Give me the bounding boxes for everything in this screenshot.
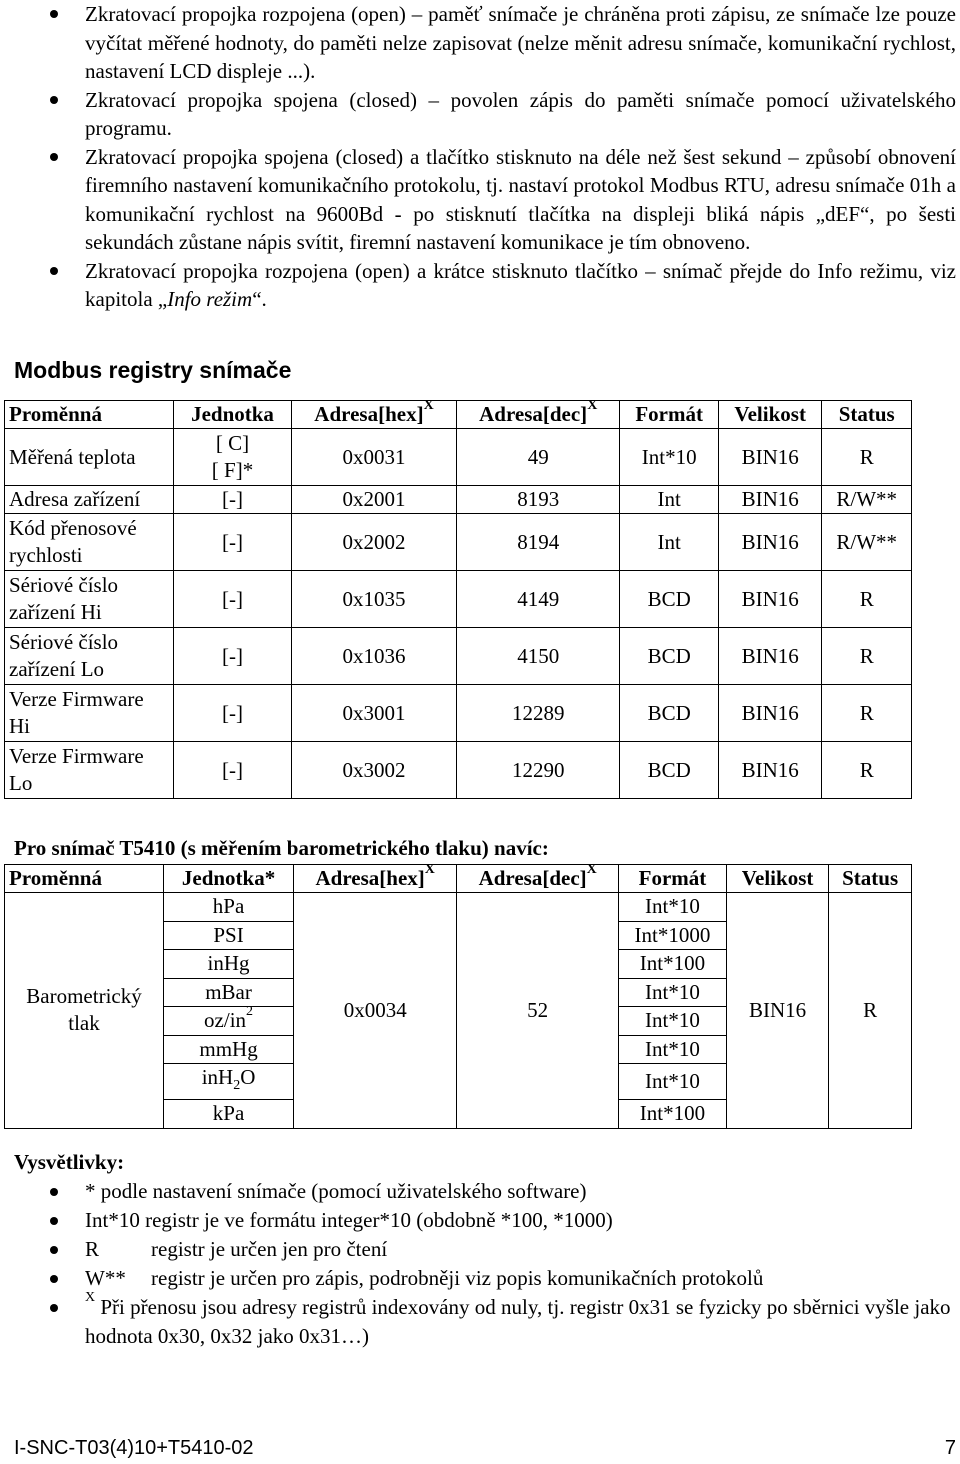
page-number: 7 (944, 1437, 956, 1459)
col-header-unit: Jednotka (174, 401, 292, 429)
col-header-size: Velikost (718, 401, 822, 429)
cell-status: R (822, 742, 912, 799)
cell-variable: Sériové číslo zařízení Hi (5, 571, 174, 628)
cell-status: R (822, 429, 912, 486)
col-header-status: Status (829, 865, 912, 893)
cell-format: Int*10 (620, 429, 718, 486)
bullet-info-text: Zkratovací propojka rozpojena (open) a krátce stisknuto tlačítko – snímač přejde do Info režimu, viz kapitola „ (85, 258, 956, 311)
cell-format: BCD (620, 571, 718, 628)
cell-dec: 52 (457, 893, 619, 1129)
cell-unit: [-] (174, 628, 292, 685)
legend-item: R registr je určen jen pro čtení (0, 1235, 960, 1264)
cell-format: BCD (620, 685, 718, 742)
cell-unit: mBar (164, 978, 294, 1007)
bullet-factory-reset: Zkratovací propojka spojena (closed) a tlačítko stisknuto na déle než šest sekund – způsobí obnovení firemního nastavení komunikačního protokolu, tj. nastaví protokol Modbus RTU, adresu snímače 01h a komunikační rychlost na 9600Bd - po stisknutí tlačítka na displeji bliká nápis „dEF“, po šesti sekundách zůstane nápis svítit, firemní nastavení komunikace je tím obnoveno. (0, 143, 960, 257)
cell-dec: 4149 (456, 571, 619, 628)
cell-status: R/W** (822, 514, 912, 571)
cell-hex: 0x3001 (292, 685, 457, 742)
cell-variable: Kód přenosové rychlosti (5, 514, 174, 571)
table-row (5, 685, 912, 742)
col-header-dec: Adresa[dec]$^X$ (456, 401, 619, 429)
legend-item: $^X$ Při přenosu jsou adresy registrů indexovány od nuly, tj. registr 0x31 se fyzicky po sběrnici vyšle jako hodnota 0x30, 0x32 jako 0x31…) (0, 1293, 960, 1351)
legend-item: W** registr je určen pro zápis, podrobněji viz popis komunikačních protokolů (0, 1264, 960, 1293)
cell-size: BIN16 (718, 685, 822, 742)
cell-dec: 12290 (456, 742, 619, 799)
table-row (5, 514, 912, 571)
cell-status: R (822, 628, 912, 685)
table-row (5, 742, 912, 799)
cell-dec: 8194 (456, 514, 619, 571)
table-row (5, 486, 912, 514)
cell-dec: 4150 (456, 628, 619, 685)
cell-variable: Adresa zařízení (5, 486, 174, 514)
cell-dec: 12289 (456, 685, 619, 742)
cell-dec: 8193 (456, 486, 619, 514)
bullet-closed-jumper: Zkratovací propojka spojena (closed) – povolen zápis do paměti snímače pomocí uživatelského programu. (0, 86, 960, 143)
legend-item: Int*10 registr je ve formátu integer*10 (obdobně *100, *1000) (0, 1206, 960, 1235)
bullet-info-end: “. (252, 287, 267, 311)
cell-unit: hPa (164, 893, 294, 922)
cell-unit: [-] (174, 514, 292, 571)
cell-format: Int*10 (619, 1035, 727, 1064)
cell-format: Int*10 (619, 1007, 727, 1036)
cell-status: R (822, 685, 912, 742)
bullet-open-jumper: Zkratovací propojka rozpojena (open) – paměť snímače je chráněna proti zápisu, ze snímače lze pouze vyčítat měřené hodnoty, do paměti nelze zapisovat (nelze měnit adresu snímače, komunikační rychlost, nastavení LCD displeje ...). (0, 0, 960, 86)
info-mode-link: Info režim (167, 287, 253, 311)
cell-unit: PSI (164, 921, 294, 950)
col-header-size: Velikost (726, 865, 828, 893)
cell-size: BIN16 (718, 742, 822, 799)
legend-item: * podle nastavení snímače (pomocí uživatelského software) (0, 1177, 960, 1206)
cell-variable: Měřená teplota (5, 429, 174, 486)
cell-format: BCD (620, 628, 718, 685)
legend-title: Vysvětlivky: (14, 1150, 125, 1174)
col-header-variable: Proměnná (5, 401, 174, 429)
cell-hex: 0x1035 (292, 571, 457, 628)
cell-hex: 0x2002 (292, 514, 457, 571)
cell-status: R (829, 893, 912, 1129)
col-header-variable: Proměnná (5, 865, 164, 893)
cell-hex: 0x0031 (292, 429, 457, 486)
cell-variable: Barometrický tlak (5, 893, 164, 1129)
cell-unit: kPa (164, 1100, 294, 1129)
document-id: I-SNC-T03(4)10+T5410-02 (14, 1437, 254, 1459)
cell-size: BIN16 (726, 893, 828, 1129)
cell-format: Int*100 (619, 1100, 727, 1129)
cell-status: R (822, 571, 912, 628)
cell-format: Int*1000 (619, 921, 727, 950)
cell-unit: [-] (174, 742, 292, 799)
intro-bullet-list (0, 0, 960, 314)
cell-size: BIN16 (718, 486, 822, 514)
cell-size: BIN16 (718, 571, 822, 628)
cell-hex: 0x0034 (294, 893, 457, 1129)
cell-unit: [-] (174, 486, 292, 514)
cell-format: Int*10 (619, 978, 727, 1007)
cell-unit: inHg (164, 950, 294, 979)
cell-unit: $oz/in^2$ (164, 1007, 294, 1036)
table-row (5, 571, 912, 628)
cell-size: BIN16 (718, 514, 822, 571)
cell-hex: 0x3002 (292, 742, 457, 799)
cell-unit: [-] (174, 685, 292, 742)
cell-variable: Verze Firmware Hi (5, 685, 174, 742)
col-header-format: Formát (619, 865, 727, 893)
col-header-format: Formát (620, 401, 718, 429)
cell-hex: 0x1036 (292, 628, 457, 685)
section-title: Modbus registry snímače (14, 357, 292, 383)
cell-format: BCD (620, 742, 718, 799)
table-header-row (5, 401, 912, 429)
col-header-status: Status (822, 401, 912, 429)
cell-variable: Verze Firmware Lo (5, 742, 174, 799)
col-header-dec: Adresa[dec]$^X$ (457, 865, 619, 893)
cell-format: Int (620, 514, 718, 571)
barometric-section-title: Pro snímač T5410 (s měřením barometrického tlaku) navíc: (14, 836, 549, 860)
cell-size: BIN16 (718, 628, 822, 685)
cell-unit: inH$_2$O (164, 1064, 294, 1100)
cell-status: R/W** (822, 486, 912, 514)
cell-unit: [-] (174, 571, 292, 628)
cell-variable: Sériové číslo zařízení Lo (5, 628, 174, 685)
col-header-unit: Jednotka* (164, 865, 294, 893)
cell-unit: [ C] [ F]* (174, 429, 292, 486)
cell-format: Int*100 (619, 950, 727, 979)
col-header-hex: Adresa[hex]$^X$ (292, 401, 457, 429)
legend-list (0, 1177, 960, 1351)
cell-hex: 0x2001 (292, 486, 457, 514)
cell-format: Int*10 (619, 893, 727, 922)
table-row (5, 628, 912, 685)
table-row (5, 429, 912, 486)
cell-format: Int*10 (619, 1064, 727, 1100)
bullet-info-mode (0, 257, 960, 314)
modbus-register-table (4, 400, 912, 799)
table-header-row (5, 865, 912, 893)
table-row (5, 893, 912, 922)
col-header-hex: Adresa[hex]$^X$ (294, 865, 457, 893)
cell-dec: 49 (456, 429, 619, 486)
cell-format: Int (620, 486, 718, 514)
barometric-register-table (4, 864, 912, 1129)
cell-size: BIN16 (718, 429, 822, 486)
cell-unit: mmHg (164, 1035, 294, 1064)
